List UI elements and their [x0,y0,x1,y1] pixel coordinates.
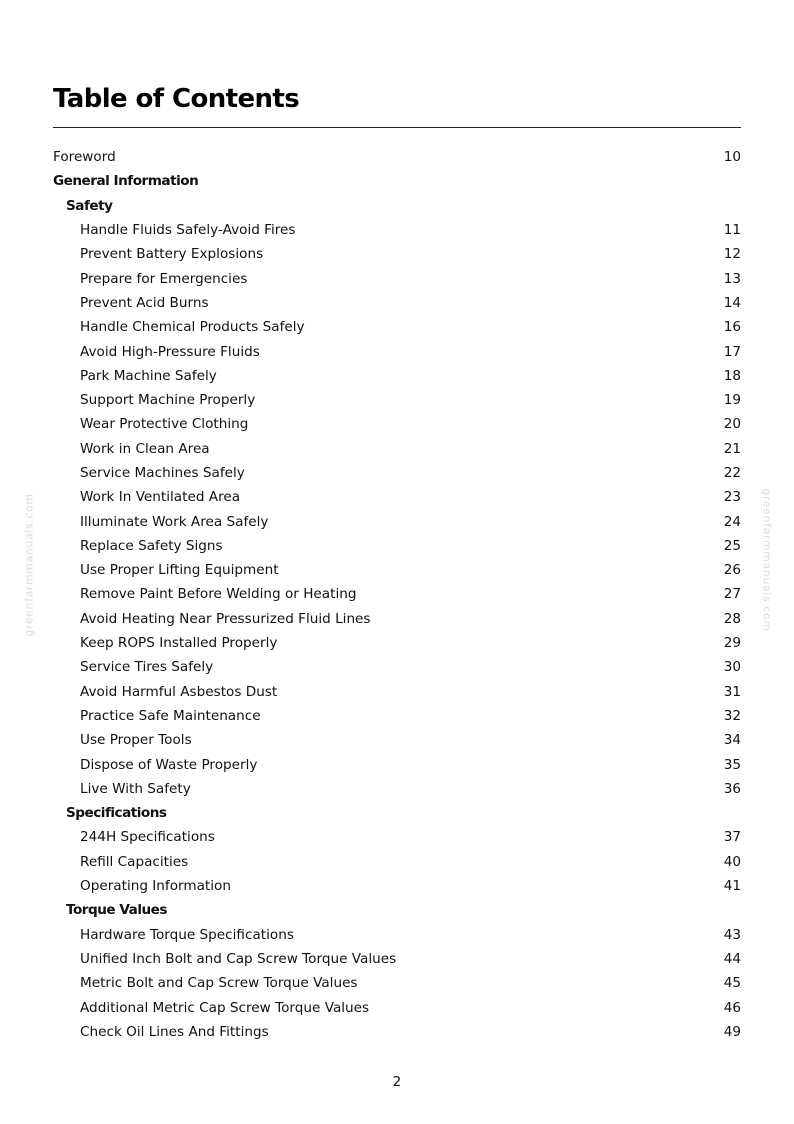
toc-entry[interactable] [53,388,741,412]
toc-entry-label: Prepare for Emergencies [80,270,248,287]
toc-entry-label: Handle Chemical Products Safely [80,319,305,336]
toc-entry-page-number: 40 [723,853,741,870]
toc-entry-label: Handle Fluids Safely-Avoid Fires [80,222,296,239]
toc-entry[interactable] [53,266,741,290]
toc-entry[interactable] [53,437,741,461]
toc-entry-label: Park Machine Safely [80,367,217,384]
toc-entry[interactable] [53,485,741,509]
toc-entry[interactable] [53,339,741,363]
toc-entry-label: Metric Bolt and Cap Screw Torque Values [80,975,358,992]
toc-entry[interactable] [53,631,741,655]
toc-entry-label: Work In Ventilated Area [80,489,241,506]
toc-entry-page-number: 34 [723,732,741,749]
toc-entry-page-number: 16 [723,319,741,336]
toc-entry-label: Replace Safety Signs [80,537,223,554]
toc-entry[interactable] [53,947,741,971]
toc-section-heading[interactable] [53,169,741,193]
toc-entry-page-number: 13 [723,270,741,287]
toc-entry-label: Use Proper Lifting Equipment [80,562,279,579]
toc-entry-page-number: 22 [723,465,741,481]
toc-entry-label: Operating Information [80,878,231,895]
toc-entry[interactable] [53,995,741,1019]
watermark-left: greenfarmmanuals.com [22,493,36,637]
toc-entry-page-number: 32 [723,707,741,724]
toc-entry-page-number: 23 [723,489,741,506]
toc-entry[interactable] [53,874,741,898]
toc-entry-page-number: 44 [723,950,741,967]
toc-entry-label: Additional Metric Cap Screw Torque Values [80,999,370,1016]
toc-entry[interactable] [53,1020,741,1044]
table-of-contents [53,145,741,1044]
page-title: Table of Contents [53,84,300,114]
watermark-right: greenfarmmanuals.com [760,488,774,632]
toc-section-heading[interactable] [53,898,741,922]
toc-entry[interactable] [53,728,741,752]
toc-entry-page-number: 49 [723,1023,741,1040]
toc-entry-label: 244H Specifications [80,829,215,846]
toc-entry[interactable] [53,461,741,485]
toc-entry[interactable] [53,364,741,388]
toc-entry-page-number: 28 [723,610,741,627]
toc-entry[interactable] [53,923,741,947]
toc-entry-label: Service Tires Safely [80,659,214,676]
page-number: 2 [392,1074,402,1090]
toc-entry[interactable] [53,291,741,315]
toc-entry-page-number: 14 [723,294,741,311]
toc-entry-page-number: 10 [723,149,741,166]
toc-entry[interactable] [53,825,741,849]
toc-entry-page-number: 25 [723,537,741,554]
toc-entry-page-number: 45 [723,975,741,992]
toc-entry-label: Prevent Battery Explosions [80,246,264,263]
toc-entry-label: Support Machine Properly [80,392,256,409]
toc-entry-label: Use Proper Tools [80,732,192,749]
toc-entry-label: Wear Protective Clothing [80,416,249,433]
toc-entry[interactable] [53,218,741,242]
toc-entry-label: Live With Safety [80,780,191,797]
toc-entry-label: Safety [66,197,113,214]
toc-entry-page-number: 41 [723,878,741,895]
toc-entry[interactable] [53,534,741,558]
toc-entry[interactable] [53,777,741,801]
toc-entry[interactable] [53,315,741,339]
toc-section-heading[interactable] [53,194,741,218]
toc-entry[interactable] [53,850,741,874]
toc-entry-page-number: 19 [723,392,741,409]
toc-entry-page-number: 36 [723,780,741,797]
toc-entry-label: Practice Safe Maintenance [80,707,261,724]
toc-entry-label: Avoid Heating Near Pressurized Fluid Lines [80,610,371,627]
toc-entry-page-number: 31 [723,683,741,700]
toc-entry[interactable] [53,145,741,169]
toc-entry-label: Dispose of Waste Properly [80,756,258,773]
toc-entry-page-number: 11 [723,222,741,239]
toc-entry[interactable] [53,582,741,606]
toc-entry[interactable] [53,412,741,436]
toc-entry-label: Prevent Acid Burns [80,294,209,311]
toc-entry[interactable] [53,971,741,995]
toc-entry-label: Specifications [66,805,167,822]
toc-entry[interactable] [53,704,741,728]
toc-entry-page-number: 27 [723,586,741,603]
toc-entry-label: Keep ROPS Installed Properly [80,635,278,652]
toc-entry-label: General Information [53,173,199,190]
toc-entry-page-number: 20 [723,416,741,433]
toc-entry-label: Foreword [53,149,116,166]
toc-entry-page-number: 18 [723,367,741,384]
toc-entry-page-number: 46 [723,999,741,1016]
toc-entry-label: Remove Paint Before Welding or Heating [80,586,357,603]
toc-entry-label: Hardware Torque Specifications [80,926,294,943]
title-divider [53,127,741,128]
toc-section-heading[interactable] [53,801,741,825]
toc-entry[interactable] [53,607,741,631]
toc-entry[interactable] [53,509,741,533]
toc-entry-label: Work in Clean Area [80,440,210,457]
toc-entry-label: Illuminate Work Area Safely [80,513,269,530]
toc-entry[interactable] [53,655,741,679]
toc-entry-page-number: 26 [723,562,741,579]
toc-entry-page-number: 12 [723,246,741,263]
toc-entry-page-number: 43 [723,926,741,943]
toc-entry-label: Check Oil Lines And Fittings [80,1023,269,1040]
toc-entry-label: Refill Capacities [80,853,189,870]
toc-entry[interactable] [53,558,741,582]
toc-entry-page-number: 24 [723,513,741,530]
toc-entry-label: Unified Inch Bolt and Cap Screw Torque Values [80,950,397,967]
toc-entry-page-number: 37 [723,829,741,846]
toc-entry-label: Service Machines Safely [80,465,245,481]
toc-entry-page-number: 29 [723,635,741,652]
toc-entry[interactable] [53,752,741,776]
toc-entry-label: Avoid Harmful Asbestos Dust [80,683,278,700]
toc-entry-label: Avoid High-Pressure Fluids [80,343,260,360]
toc-entry-page-number: 30 [723,659,741,676]
toc-entry-label: Torque Values [66,902,167,919]
toc-entry[interactable] [53,242,741,266]
toc-entry-page-number: 21 [723,440,741,457]
toc-entry-page-number: 35 [723,756,741,773]
toc-entry-page-number: 17 [723,343,741,360]
toc-entry[interactable] [53,680,741,704]
